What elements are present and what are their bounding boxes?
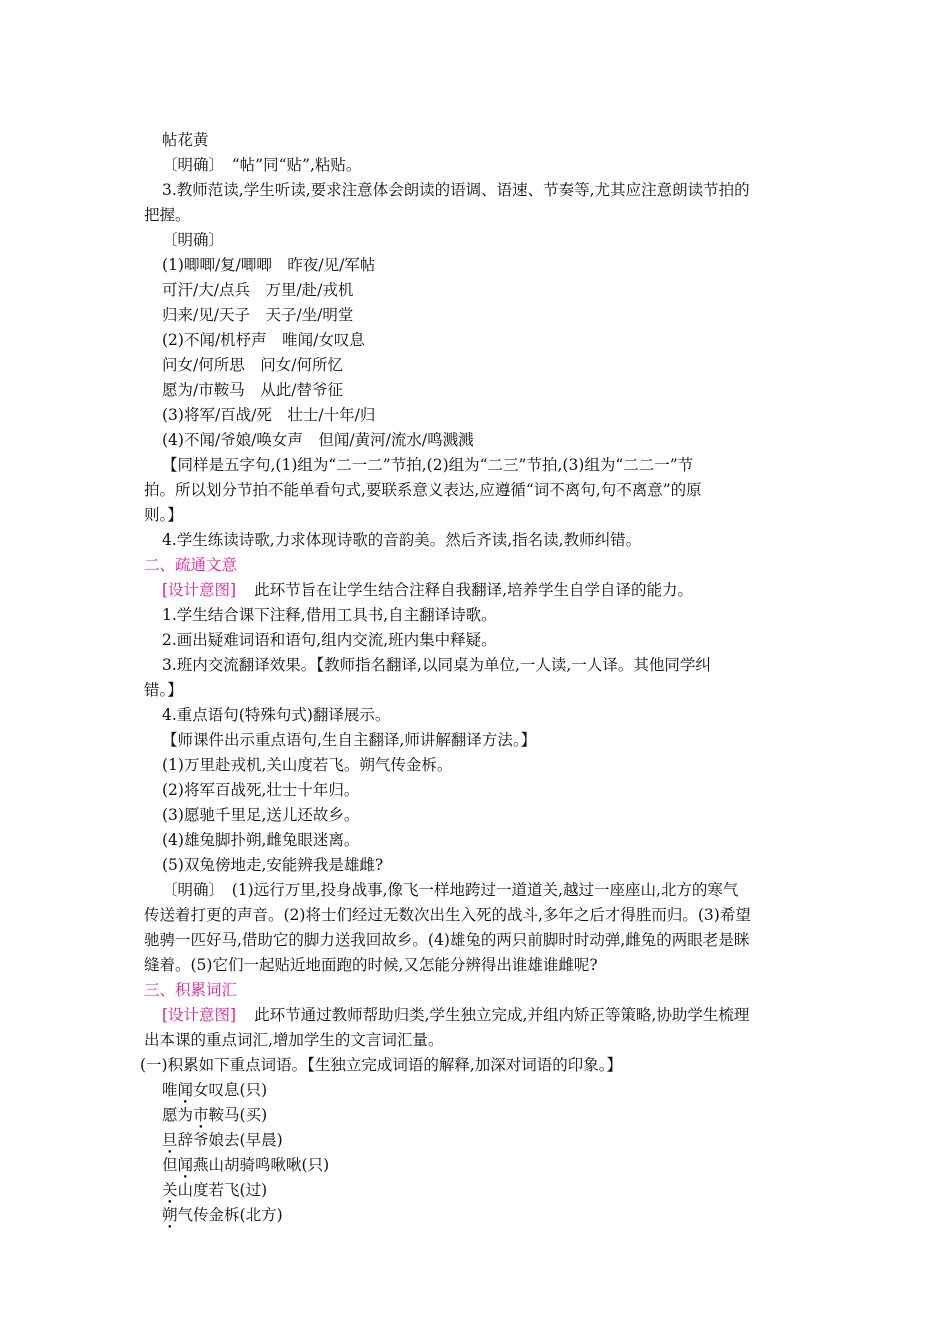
text-line: (3)将军/百战/死 壮士/十年/归 <box>162 406 376 424</box>
design-intent <box>162 579 693 601</box>
design-intent <box>162 1004 749 1026</box>
vocab-text: 山度若飞(过) <box>177 1181 268 1199</box>
vocab-text: 叹息(只) <box>208 1081 268 1099</box>
text-line: (2)将军百战死,壮士十年归。 <box>162 781 360 799</box>
text-line: 〔明确〕 <box>162 231 225 249</box>
text-line: 1.学生结合课下注释,借用工具书,自主翻译诗歌。 <box>162 606 497 624</box>
vocab-dotted-char: 旦 <box>162 1131 178 1149</box>
vocab-item <box>162 1154 329 1176</box>
text-line: (4)不闻/爷娘/唤女声 但闻/黄河/流水/鸣溅溅 <box>162 431 474 449</box>
vocab-text: 鞍马(买) <box>208 1106 268 1124</box>
vocab-dotted-char: 闻 <box>177 1081 194 1099</box>
text-line: 错。】 <box>144 681 183 699</box>
text-line: (1)万里赴戎机,关山度若飞。朔气传金柝。 <box>162 756 453 774</box>
text-line: 帖花黄 <box>162 131 209 149</box>
text-line: 缝着。(5)它们一起贴近地面跑的时候,又怎能分辨得出谁雄谁雌呢? <box>144 956 598 974</box>
text-line: 4.重点语句(特殊句式)翻译展示。 <box>162 706 391 724</box>
design-intent-text: 此环节旨在让学生结合注释自我翻译,培养学生自学自译的能力。 <box>254 581 694 599</box>
vocab-item <box>162 1104 267 1126</box>
vocab-dotted-char: 朔 <box>162 1206 178 1224</box>
vocab-item <box>162 1204 283 1226</box>
vocab-text: 愿为 <box>162 1106 194 1124</box>
design-intent-text: 此环节通过教师帮助归类,学生独立完成,并组内矫正等策略,协助学生梳理 <box>254 1006 750 1024</box>
design-intent-tag: [设计意图] <box>162 581 237 599</box>
section-heading: 三、积累词汇 <box>144 981 238 999</box>
text-line: (2)不闻/机杼声 唯闻/女叹息 <box>162 331 365 349</box>
vocab-text: 但 <box>162 1156 178 1174</box>
vocab-text: 辞爷娘去(早晨) <box>177 1131 283 1149</box>
vocab-item <box>162 1179 267 1201</box>
text-line: 问女/何所思 问女/何所忆 <box>162 356 343 374</box>
vocab-dotted-char: 闻 <box>177 1156 194 1174</box>
text-line: 拍。所以划分节拍不能单看句式,要联系意义表达,应遵循“词不离句,句不离意”的原 <box>144 481 702 499</box>
text-line: 【师课件出示重点语句,生自主翻译,师讲解翻译方法。】 <box>162 731 537 749</box>
text-line: 传送着打更的声音。(2)将士们经过无数次出生入死的战斗,多年之后才得胜而归。(3)希望 <box>144 906 751 924</box>
text-line: 4.学生练读诗歌,力求体现诗歌的音韵美。然后齐读,指名读,教师纠错。 <box>162 531 642 549</box>
text-line: 归来/见/天子 天子/坐/明堂 <box>162 306 354 324</box>
text-line: 可汗/大/点兵 万里/赴/戎机 <box>162 281 354 299</box>
text-line: 则。】 <box>144 506 183 524</box>
text-line: (一)积累如下重点词语。【生独立完成词语的解释,加深对词语的印象。】 <box>140 1056 623 1074</box>
text-line: 〔明确〕 (1)远行万里,投身战事,像飞一样地跨过一道道关,越过一座座山,北方的寒气 <box>162 881 739 899</box>
text-line: 〔明确〕 “帖”同“贴”,粘贴。 <box>162 156 362 174</box>
vocab-item <box>162 1129 283 1151</box>
text-line: (3)愿驰千里足,送儿还故乡。 <box>162 806 360 824</box>
vocab-dotted-char: 关 <box>162 1181 178 1199</box>
design-intent-tag: [设计意图] <box>162 1006 237 1024</box>
vocab-item <box>162 1079 267 1101</box>
text-line: 2.画出疑难词语和语句,组内交流,班内集中释疑。 <box>162 631 497 649</box>
text-line: 愿为/市鞍马 从此/替爷征 <box>162 381 343 399</box>
vocab-dotted-char: 市 <box>193 1106 209 1124</box>
text-line: (1)唧唧/复/唧唧 昨夜/见/军帖 <box>162 256 376 274</box>
vocab-text: 燕山胡骑鸣啾啾(只) <box>193 1156 330 1174</box>
vocab-text: 女 <box>193 1081 209 1099</box>
text-line: 把握。 <box>144 206 191 224</box>
vocab-text: 气传金柝(北方) <box>177 1206 283 1224</box>
text-line: 驰骋一匹好马,借助它的脚力送我回故乡。(4)雄兔的两只前脚时时动弹,雌兔的两眼老是眯 <box>144 931 750 949</box>
text-line: (5)双兔傍地走,安能辨我是雄雌? <box>162 856 384 874</box>
text-line: 出本课的重点词汇,增加学生的文言词汇量。 <box>144 1031 444 1049</box>
section-heading: 二、疏通文意 <box>144 556 238 574</box>
vocab-text: 唯 <box>162 1081 178 1099</box>
text-line: 【同样是五字句,(1)组为“二一二”节拍,(2)组为“二三”节拍,(3)组为“二二一”节 <box>162 456 694 474</box>
text-line: 3.班内交流翻译效果。【教师指名翻译,以同桌为单位,一人读,一人译。其他同学纠 <box>162 656 711 674</box>
text-line: 3.教师范读,学生听读,要求注意体会朗读的语调、语速、节奏等,尤其应注意朗读节拍的 <box>162 181 750 199</box>
text-line: (4)雄兔脚扑朔,雌兔眼迷离。 <box>162 831 360 849</box>
